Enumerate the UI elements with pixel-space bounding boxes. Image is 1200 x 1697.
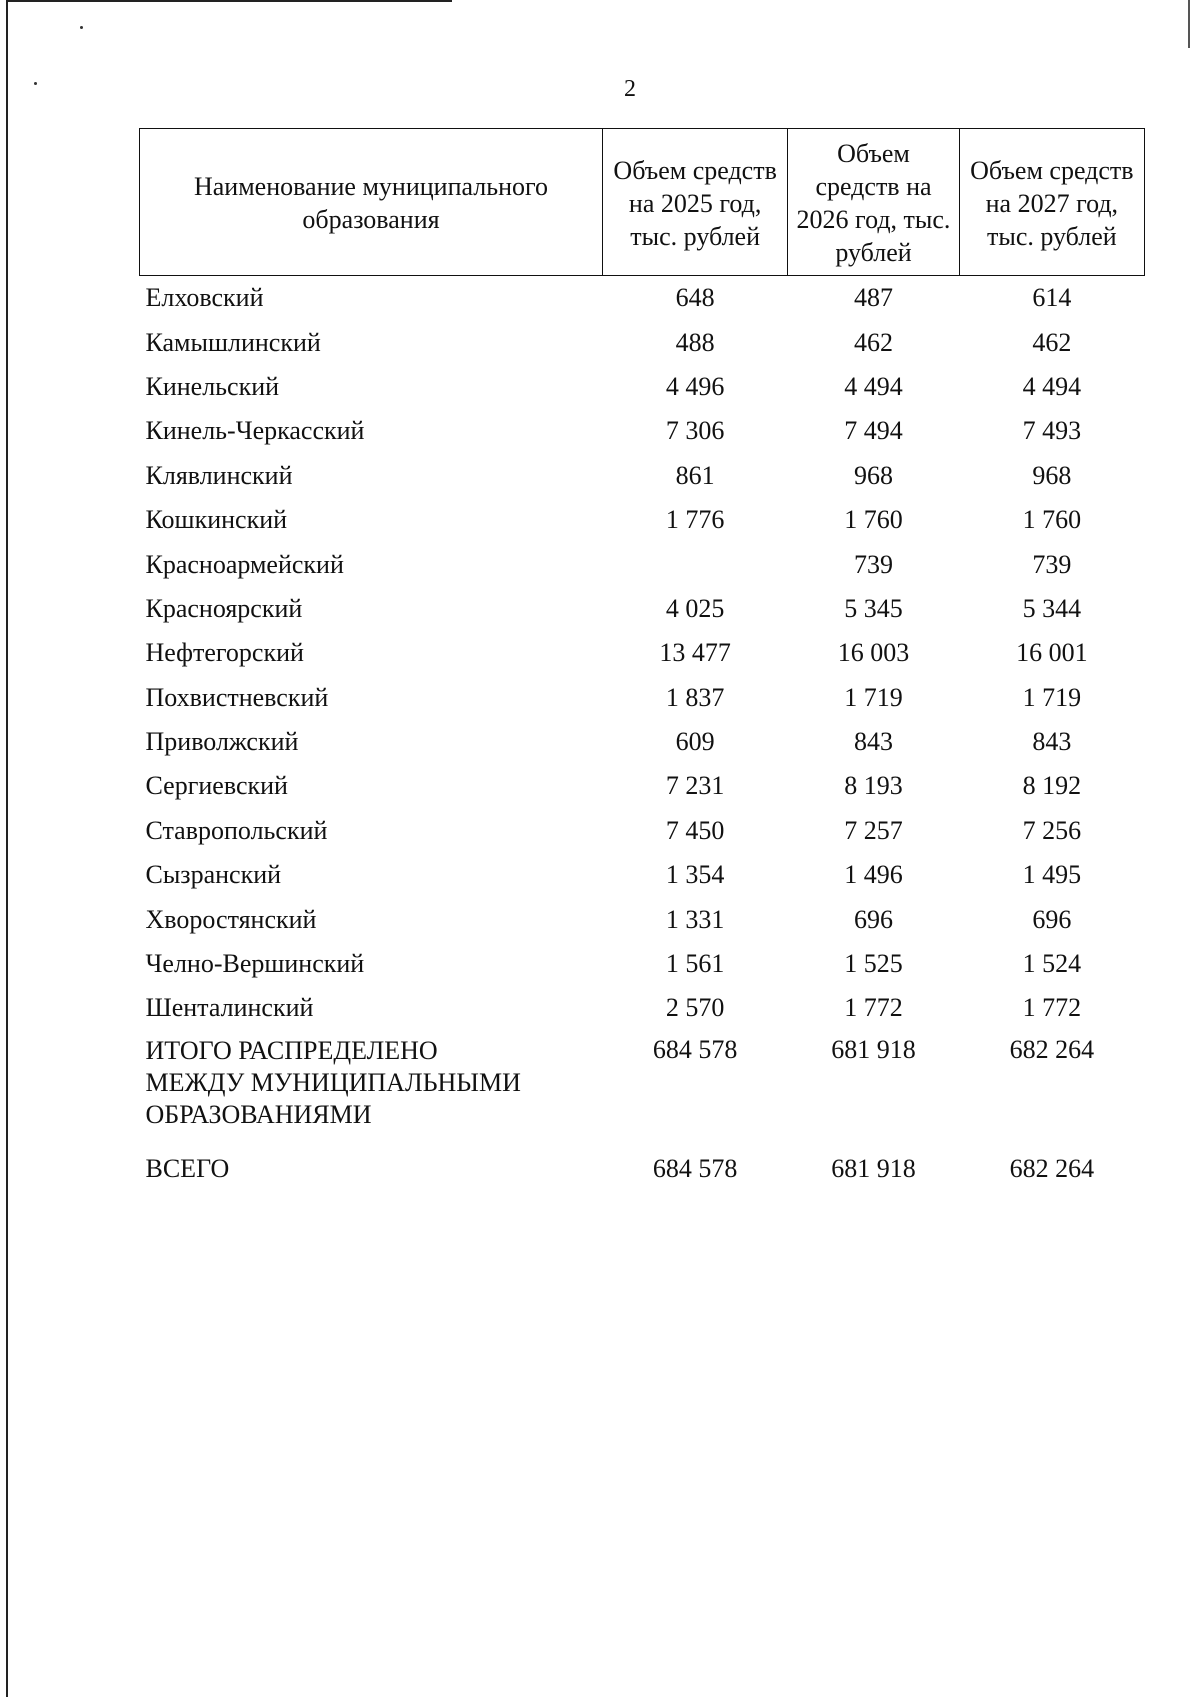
- total-distributed-2026: 681 918: [831, 1034, 916, 1064]
- allocation-table: [139, 128, 1145, 1193]
- grand-total-2027: 682 264: [1009, 1153, 1095, 1183]
- grand-total-2026: 681 918: [831, 1153, 916, 1183]
- table-row: [140, 809, 1145, 853]
- value-2027: 968: [1032, 460, 1072, 490]
- table-row: [140, 587, 1145, 631]
- value-2026: 1 525: [844, 949, 903, 979]
- value-2025: 13 477: [659, 638, 731, 668]
- scan-speck: [80, 26, 83, 29]
- table-row: [140, 676, 1145, 720]
- value-2025: 7 450: [665, 815, 725, 845]
- value-2027: 8 192: [1022, 771, 1082, 801]
- value-2026: 739: [853, 549, 893, 579]
- table-row: [140, 320, 1145, 364]
- value-2025: 1 354: [665, 860, 725, 890]
- value-2027: 739: [1032, 549, 1072, 579]
- scan-edge-left: [6, 0, 8, 1697]
- value-2027: 843: [1032, 727, 1072, 757]
- table-row: [140, 720, 1145, 764]
- value-2025: 1 776: [665, 505, 725, 535]
- value-2026: 7 257: [844, 815, 903, 845]
- value-2025: 1 837: [665, 682, 725, 712]
- value-2025: 2 570: [665, 993, 725, 1023]
- municipality-name: Сергиевский: [145, 771, 288, 801]
- page-number: 2: [624, 76, 636, 102]
- value-2025: 7 231: [665, 771, 725, 801]
- value-2027: 1 772: [1022, 993, 1082, 1023]
- value-2025: 7 306: [665, 416, 725, 446]
- header-municipality: Наименование муниципального образования: [140, 129, 603, 276]
- value-2026: 843: [853, 727, 893, 757]
- table-row: [140, 365, 1145, 409]
- municipality-name: Клявлинский: [145, 460, 293, 490]
- table-row: [140, 409, 1145, 453]
- total-distributed-2025: 684 578: [652, 1034, 738, 1064]
- value-2026: 7 494: [844, 416, 903, 446]
- table-header-row: [140, 129, 1145, 276]
- municipality-name: Челно-Вершинский: [145, 949, 365, 979]
- value-2025: 861: [675, 460, 715, 490]
- value-2026: 1 760: [844, 505, 903, 535]
- value-2027: 4 494: [1022, 371, 1082, 401]
- table-row: [140, 454, 1145, 498]
- table-row: [140, 897, 1145, 941]
- value-2026: 1 719: [844, 682, 903, 712]
- value-2027: 462: [1032, 327, 1072, 357]
- value-2025: 4 025: [665, 593, 725, 623]
- table-row: [140, 542, 1145, 586]
- total-distributed-row: [140, 1031, 1145, 1145]
- value-2027: 1 524: [1022, 949, 1082, 979]
- value-2026: 968: [853, 460, 893, 490]
- table-row: [140, 942, 1145, 986]
- value-2027: 1 719: [1022, 682, 1082, 712]
- value-2025: [603, 542, 788, 586]
- municipality-name: Красноармейский: [145, 549, 344, 579]
- municipality-name: Хворостянский: [145, 904, 317, 934]
- municipality-name: Шенталинский: [145, 993, 314, 1023]
- value-2025: 609: [675, 727, 715, 757]
- value-2027: 614: [1032, 283, 1072, 313]
- grand-total-row: [140, 1145, 1145, 1193]
- value-2025: 1 561: [665, 949, 725, 979]
- value-2027: 7 493: [1022, 416, 1082, 446]
- value-2026: 487: [853, 283, 893, 313]
- municipality-name: Сызранский: [145, 860, 282, 890]
- grand-total-2025: 684 578: [652, 1153, 738, 1183]
- municipality-name: Камышлинский: [145, 327, 321, 357]
- table-row: [140, 764, 1145, 808]
- value-2025: 648: [675, 283, 715, 313]
- value-2026: 1 772: [844, 993, 903, 1023]
- table-row: [140, 498, 1145, 542]
- header-2027: Объем средств на 2027 год, тыс. рублей: [959, 129, 1144, 276]
- value-2026: 5 345: [844, 593, 903, 623]
- value-2027: 1 760: [1022, 505, 1082, 535]
- value-2026: 8 193: [844, 771, 903, 801]
- table-row: [140, 631, 1145, 675]
- value-2026: 462: [853, 327, 893, 357]
- municipality-name: Похвистневский: [145, 682, 329, 712]
- municipality-name: Нефтегорский: [145, 638, 304, 668]
- municipality-name: Кинельский: [145, 371, 280, 401]
- table-row: [140, 853, 1145, 897]
- value-2027: 1 495: [1022, 860, 1082, 890]
- header-2026: Объем средств на 2026 год, тыс. рублей: [788, 129, 959, 276]
- table-row: [140, 986, 1145, 1030]
- table-row: [140, 276, 1145, 321]
- total-distributed-2027: 682 264: [1009, 1034, 1095, 1064]
- value-2026: 696: [853, 904, 893, 934]
- value-2025: 1 331: [665, 904, 725, 934]
- value-2027: 16 001: [1016, 638, 1088, 668]
- total-distributed-label: ИТОГО РАСПРЕДЕЛЕНО МЕЖДУ МУНИЦИПАЛЬНЫМИ ОБРАЗОВАНИЯМИ: [145, 1035, 521, 1129]
- municipality-name: Кинель-Черкасский: [145, 416, 365, 446]
- municipality-name: Елховский: [145, 283, 264, 313]
- value-2025: 4 496: [665, 371, 725, 401]
- scan-edge-top: [6, 0, 452, 2]
- municipality-name: Красноярский: [145, 593, 303, 623]
- value-2026: 4 494: [844, 371, 903, 401]
- value-2027: 696: [1032, 904, 1072, 934]
- municipality-name: Ставропольский: [145, 815, 328, 845]
- value-2027: 7 256: [1022, 815, 1082, 845]
- header-2025: Объем средств на 2025 год, тыс. рублей: [603, 129, 788, 276]
- grand-total-label: ВСЕГО: [145, 1153, 230, 1183]
- value-2026: 16 003: [837, 638, 910, 668]
- value-2025: 488: [675, 327, 715, 357]
- municipality-name: Кошкинский: [145, 505, 288, 535]
- value-2026: 1 496: [844, 860, 903, 890]
- value-2027: 5 344: [1022, 593, 1082, 623]
- scan-edge-right: [1188, 0, 1190, 48]
- municipality-name: Приволжский: [145, 727, 299, 757]
